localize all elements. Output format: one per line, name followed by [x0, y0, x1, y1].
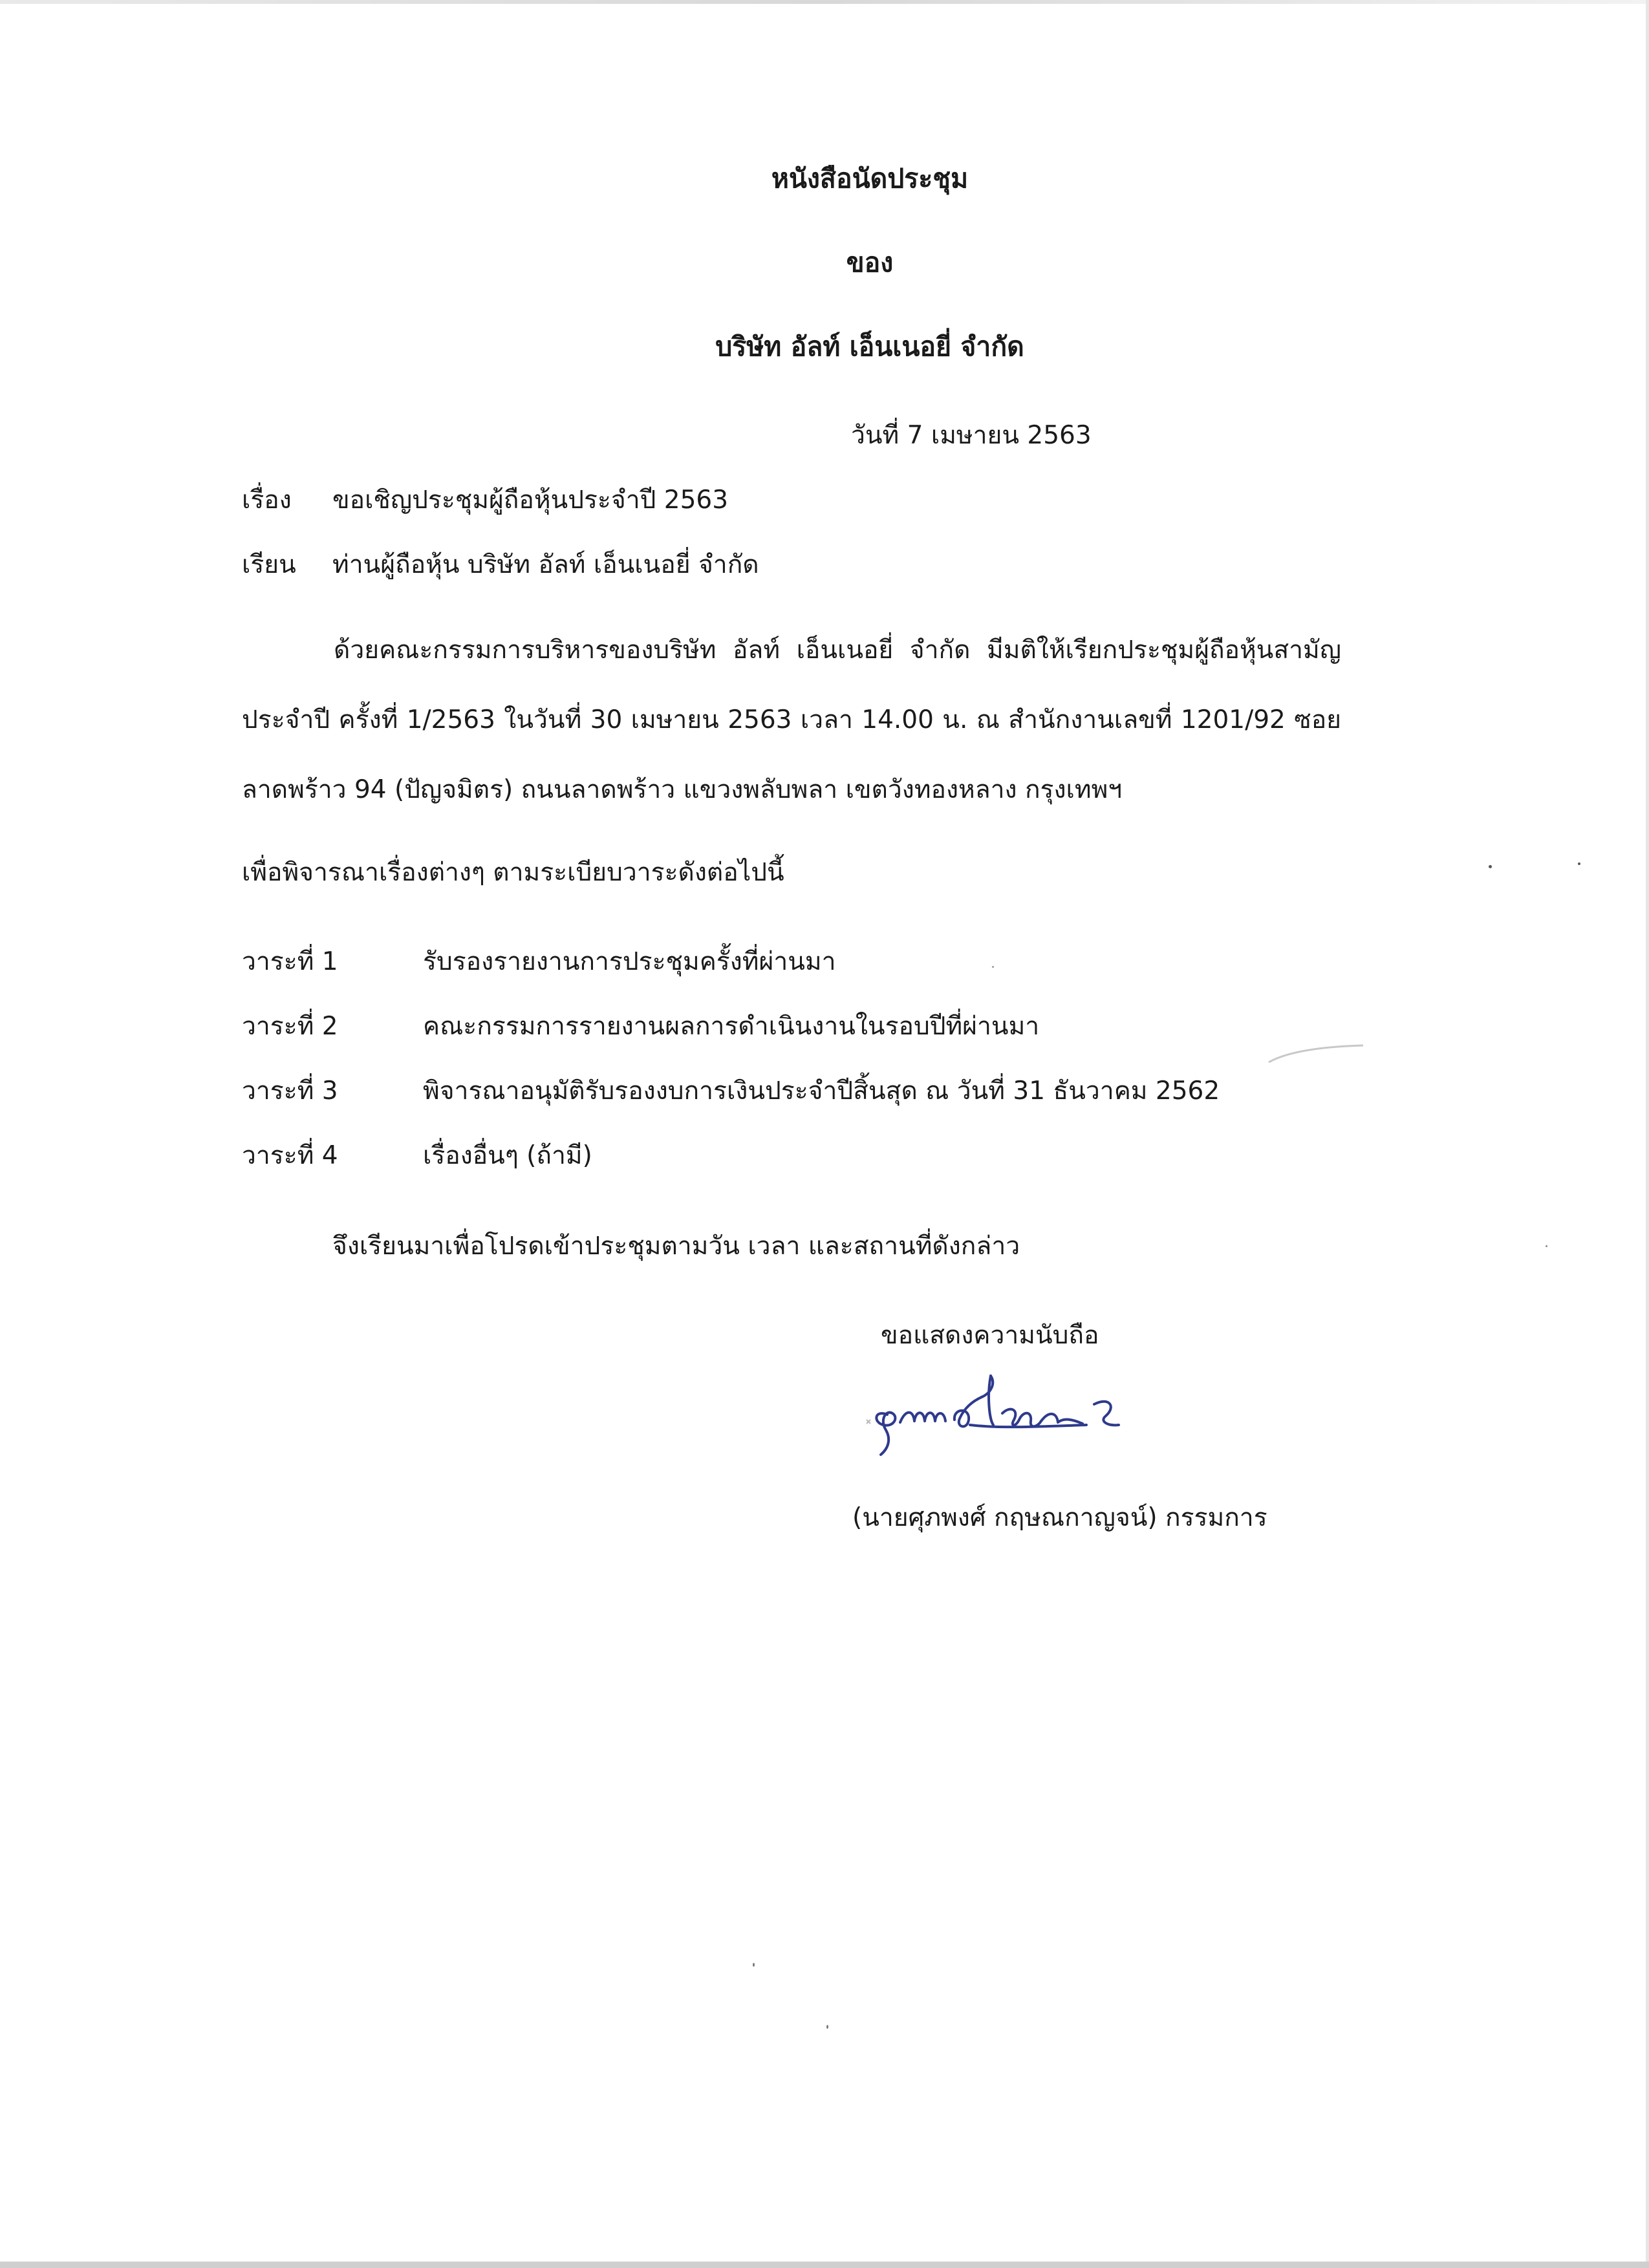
signatory-name: (นายศุภพงศ์ กฤษณกาญจน์) กรรมการ	[852, 1503, 1267, 1532]
scan-edge-bottom	[0, 2262, 1649, 2268]
scan-speck	[753, 1963, 755, 1967]
recipient-label: เรียน	[242, 550, 296, 579]
recipient-text: ท่านผู้ถือหุ้น บริษัท อัลท์ เอ็นเนอยี่ จำกัด	[332, 550, 759, 579]
scan-edge-top	[0, 0, 1649, 4]
agenda-text: คณะกรรมการรายงานผลการดำเนินงานในรอบปีที่ผ่านมา	[423, 1012, 1040, 1041]
subject-text: ขอเชิญประชุมผู้ถือหุ้นประจำปี 2563	[332, 486, 729, 515]
body-paragraph: ด้วยคณะกรรมการบริหารของบริษัท อัลท์ เอ็นเนอยี่ จำกัด มีมติให้เรียกประชุมผู้ถือหุ้นสามัญ ประจำปี ครั้งที่ 1/2563 ในวันที่ 30 เมษายน 2563 เวลา 14.00 น. ณ สำนักงานเลขที่ 1201/92 ซอยลาดพร้าว 94 (ปัญจมิตร) ถนนลาดพร้าว แขวงพลับพลา เขตวังทองหลาง กรุงเทพฯ	[242, 636, 1341, 804]
document-title: หนังสือนัดประชุม	[771, 163, 969, 194]
scan-speck	[1546, 1245, 1547, 1247]
scan-speck	[992, 966, 994, 968]
agenda-number: วาระที่ 3	[242, 1076, 338, 1106]
scan-speck	[1489, 865, 1492, 868]
company-name: บริษัท อัลท์ เอ็นเนอยี่ จำกัด	[715, 331, 1024, 362]
document-of-line: ของ	[846, 247, 894, 278]
agenda-number: วาระที่ 4	[242, 1141, 338, 1170]
regards-text: ขอแสดงความนับถือ	[881, 1321, 1099, 1350]
agenda-intro: เพื่อพิจารณาเรื่องต่างๆ ตามระเบียบวาระดังต่อไปนี้	[242, 858, 784, 887]
agenda-text: รับรองรายงานการประชุมครั้งที่ผ่านมา	[423, 947, 836, 976]
scan-speck	[1578, 862, 1580, 865]
scan-speck	[826, 2025, 828, 2029]
subject-label: เรื่อง	[242, 486, 292, 515]
agenda-text: เรื่องอื่นๆ (ถ้ามี)	[423, 1141, 592, 1170]
document-date: วันที่ 7 เมษายน 2563	[851, 421, 1092, 450]
agenda-number: วาระที่ 1	[242, 947, 338, 976]
agenda-text: พิจารณาอนุมัติรับรองงบการเงินประจำปีสิ้นสุด ณ วันที่ 31 ธันวาคม 2562	[423, 1076, 1220, 1106]
closing-text: จึงเรียนมาเพื่อโปรดเข้าประชุมตามวัน เวลา และสถานที่ดังกล่าว	[332, 1232, 1020, 1261]
agenda-number: วาระที่ 2	[242, 1012, 338, 1041]
scan-smudge	[1267, 1044, 1364, 1064]
handwritten-signature	[841, 1358, 1177, 1468]
